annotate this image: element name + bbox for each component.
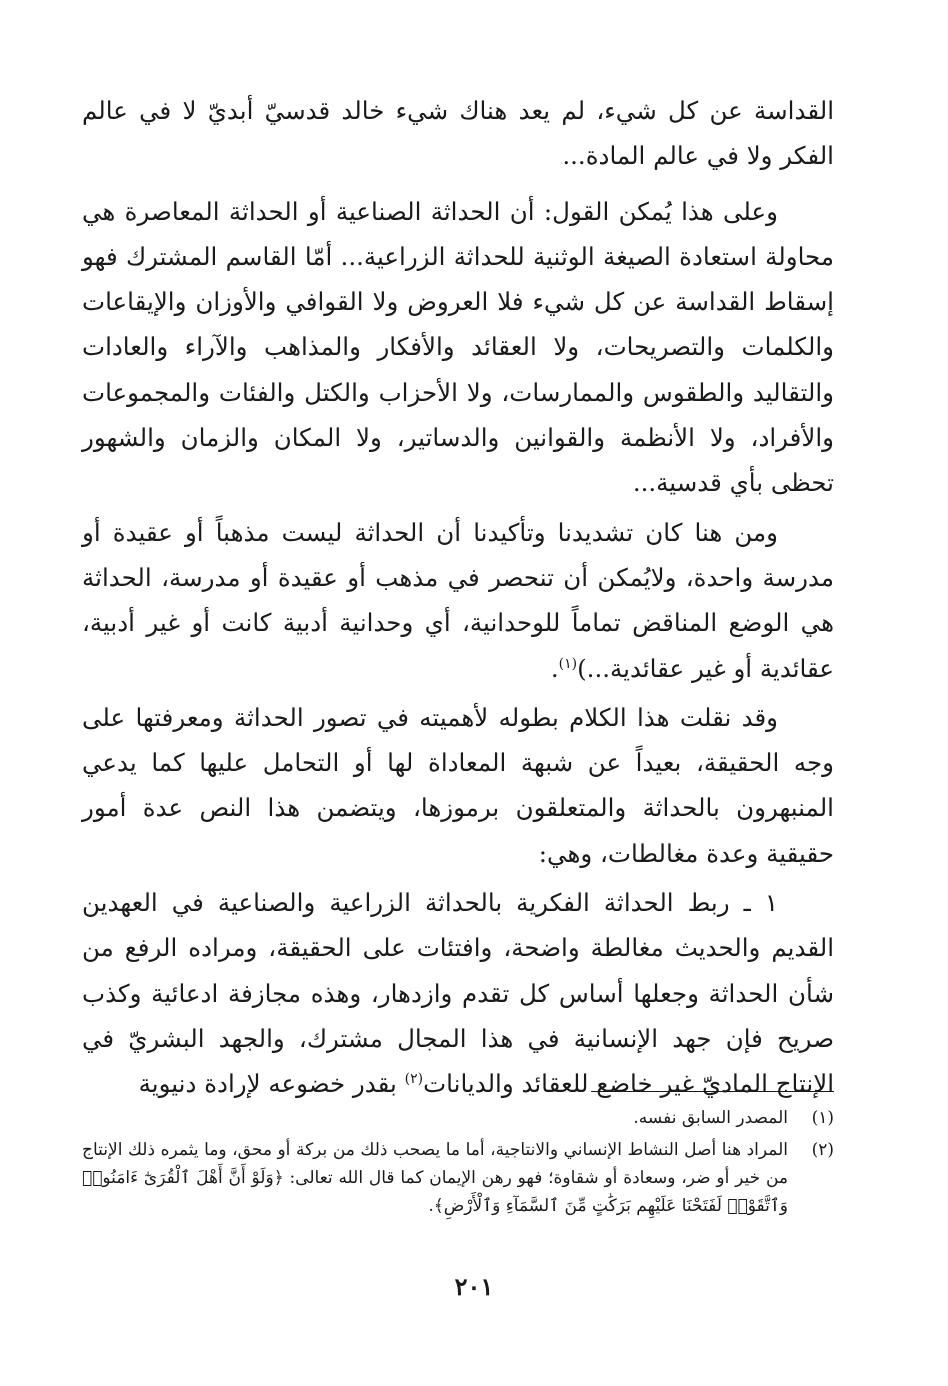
- footnote-ref-1: (١): [558, 655, 578, 672]
- footnote-2: [82, 1136, 834, 1220]
- footnote-2-number: (٢): [811, 1140, 834, 1160]
- footnote-ref-2: (٢): [404, 1071, 424, 1088]
- paragraph-3-tail: .: [550, 653, 559, 683]
- paragraph-1: القداسة عن كل شيء، لم يعد هناك شيء خالد قدسيّ أبديّ لا في عالم الفكر ولا في عالم المادة...: [82, 96, 834, 171]
- paragraph-5-end: بقدر خضوعه لإرادة دنيوية: [138, 1069, 405, 1099]
- footnote-1-number: (١): [811, 1108, 834, 1128]
- footnote-2-tail: .: [428, 1196, 434, 1216]
- footnotes: [82, 1104, 834, 1224]
- page-number: ٢٠١: [454, 1272, 494, 1301]
- paragraph-2: وعلى هذا يُمكن القول: أن الحداثة الصناعية أو الحداثة المعاصرة هي محاولة استعادة الصيغة الوثنية للحداثة الزراعية... أمّا القاسم المشترك فهو إسقاط القداسة عن كل شيء فلا العروض ولا القوافي والأوزان والإيقاعات والكلمات والتصريحات، ولا العقائد والأفكار والمذاهب والآراء والعادات والتقاليد والطقوس والممارسات، ولا الأحزاب والكتل والفئات والمجموعات والأفراد، ولا الأنظمة والقوانين والدساتير، ولا المكان والزمان والشهور تحظى بأي قدسية...: [82, 196, 834, 498]
- paragraph-3: [82, 510, 834, 691]
- paragraph-5-text: ١ ـ ربط الحداثة الفكرية بالحداثة الزراعية والصناعية في العهدين القديم والحديث مغالطة واضحة، وافتئات على الحقيقة، ومراده الرفع من شأن الحداثة وجعلها أساس كل تقدم وازدهار، وهذه مجازفة ادعائية وكذب صريح فإن جهد الإنسانية في هذا المجال مشترك، والجهد البشريّ في الإنتاج الماديّ غير خاضع للعقائد والديانات: [82, 888, 834, 1099]
- footnote-1: [82, 1104, 834, 1132]
- footnote-separator: [591, 1091, 834, 1092]
- footnote-2-verse: ﴿وَلَوْ أَنَّ أَهْلَ ٱلْقُرَىٰٓ ءَامَنُوا۟ وَٱتَّقَوْا۟ لَفَتَحْنَا عَلَيْهِم بَرَكَٰتٍ مِّنَ ٱلسَّمَآءِ وَٱلْأَرْضِ﴾: [82, 1168, 788, 1216]
- paragraph-3-text: ومن هنا كان تشديدنا وتأكيدنا أن الحداثة ليست مذهباً أو عقيدة أو مدرسة واحدة، ولايُمكن أن تنحصر في مذهب أو عقيدة أو مدرسة، الحداثة هي الوضع المناقض تماماً للوحدانية، أي وحدانية أدبية كانت أو غير أدبية، عقائدية أو غير عقائدية...): [82, 517, 834, 683]
- main-text: [82, 88, 834, 1107]
- footnote-1-text: المصدر السابق نفسه.: [633, 1108, 788, 1128]
- footnote-2-text: المراد هنا أصل النشاط الإنساني والانتاجية، أما ما يصحب ذلك من بركة أو محق، وما يثمره ذلك الإنتاج من خير أو ضر، وسعادة أو شقاوة؛ فهو رهن الإيمان كما قال الله تعالى:: [82, 1140, 788, 1188]
- paragraph-4: وقد نقلت هذا الكلام بطوله لأهميته في تصور الحداثة ومعرفتها على وجه الحقيقة، بعيداً عن شبهة المعاداة لها أو التحامل عليها كما يدعي المنبهرون بالحداثة والمتعلقون برموزها، ويتضمن هذا النص عدة أمور حقيقية وعدة مغالطات، وهي:: [82, 702, 834, 868]
- paragraph-5: [82, 880, 834, 1106]
